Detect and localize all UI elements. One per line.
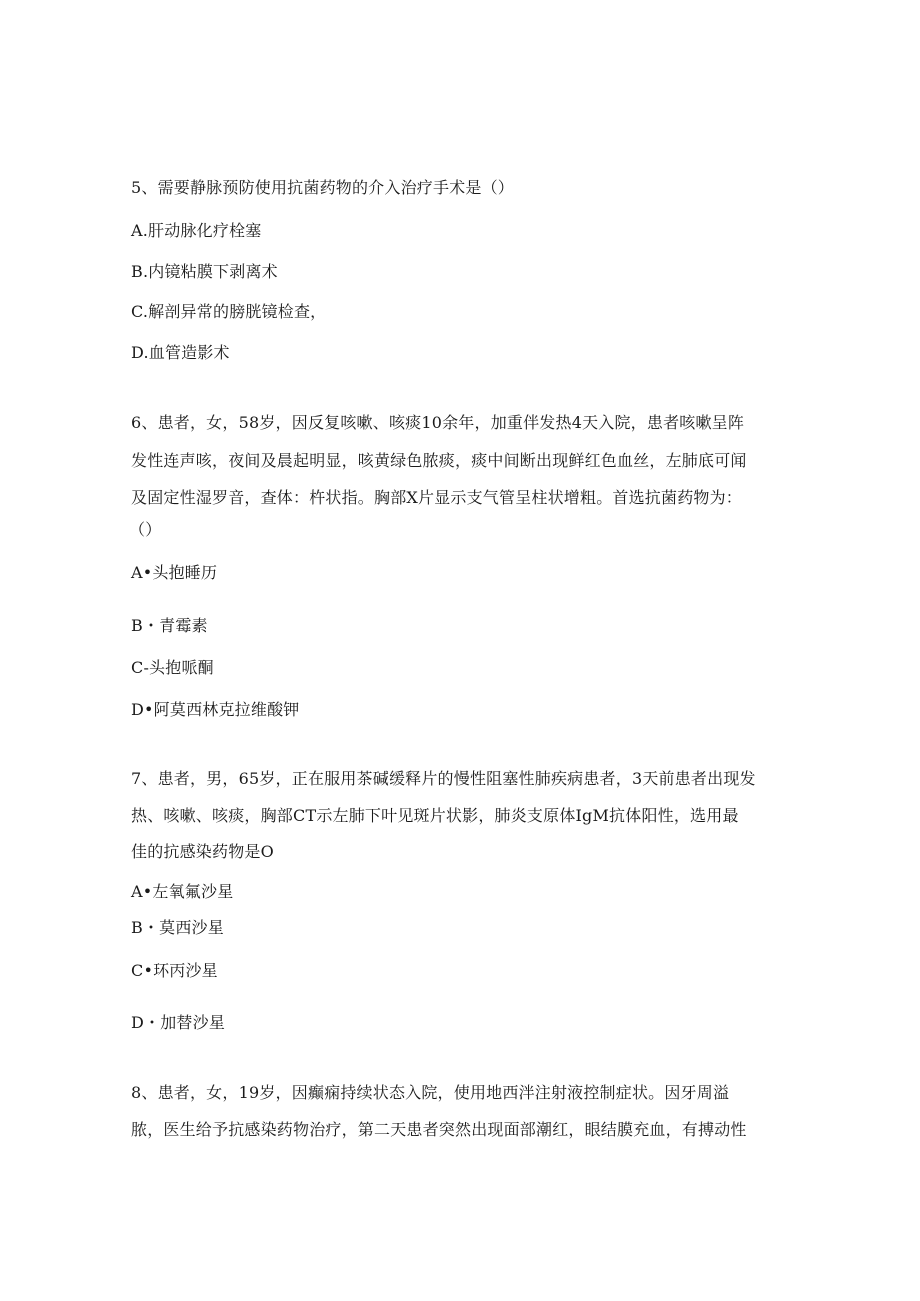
- question-5-option-b: B.内镜粘膜下剥离术: [131, 262, 278, 281]
- question-6-option-b: B・青霉素: [131, 616, 208, 635]
- question-6-stem-line-4: （）: [129, 520, 162, 539]
- question-5-option-c: C.解剖异常的膀胱镜检查，: [131, 302, 327, 321]
- question-7-stem-line-3: 佳的抗感染药物是O: [131, 842, 274, 861]
- question-6-option-d: D•阿莫西林克拉维酸钾: [131, 700, 300, 719]
- question-6-option-c: C-头抱哌酮: [131, 658, 214, 677]
- question-7-option-a: A•左氧氟沙星: [131, 882, 234, 901]
- question-8-stem-line-2: 脓，医生给予抗感染药物治疗，第二天患者突然出现面部潮红，眼结膜充血，有搏动性: [131, 1120, 747, 1139]
- question-5-option-a: A.肝动脉化疗栓塞: [131, 221, 262, 240]
- question-7-option-c: C•环丙沙星: [131, 961, 218, 980]
- question-6-stem-line-3: 及固定性湿罗音，查体：杵状指。胸部X片显示支气管呈柱状增粗。首选抗菌药物为：: [131, 488, 742, 507]
- question-7-stem-line-1: 7、患者，男，65岁，正在服用茶碱缓释片的慢性阻塞性肺疾病患者，3天前患者出现发: [131, 769, 756, 788]
- question-7-option-b: B・莫西沙星: [131, 918, 224, 937]
- question-7-option-d: D・加替沙星: [131, 1013, 226, 1032]
- question-6-option-a: A•头抱睡历: [131, 563, 218, 582]
- question-5-option-d: D.血管造影术: [131, 343, 230, 362]
- question-5-stem: 5、需要静脉预防使用抗菌药物的介入治疗手术是（）: [131, 178, 514, 197]
- question-7-stem-line-2: 热、咳嗽、咳痰，胸部CT示左肺下叶见斑片状影，肺炎支原体IgM抗体阳性，选用最: [131, 806, 739, 825]
- question-6-stem-line-2: 发性连声咳，夜间及晨起明显，咳黄绿色脓痰，痰中间断出现鲜红色血丝，左肺底可闻: [131, 451, 747, 470]
- question-6-stem-line-1: 6、患者，女，58岁，因反复咳嗽、咳痰10余年，加重伴发热4天入院，患者咳嗽呈阵: [131, 413, 745, 432]
- question-8-stem-line-1: 8、患者，女，19岁，因癫痫持续状态入院，使用地西泮注射液控制症状。因牙周溢: [131, 1083, 730, 1102]
